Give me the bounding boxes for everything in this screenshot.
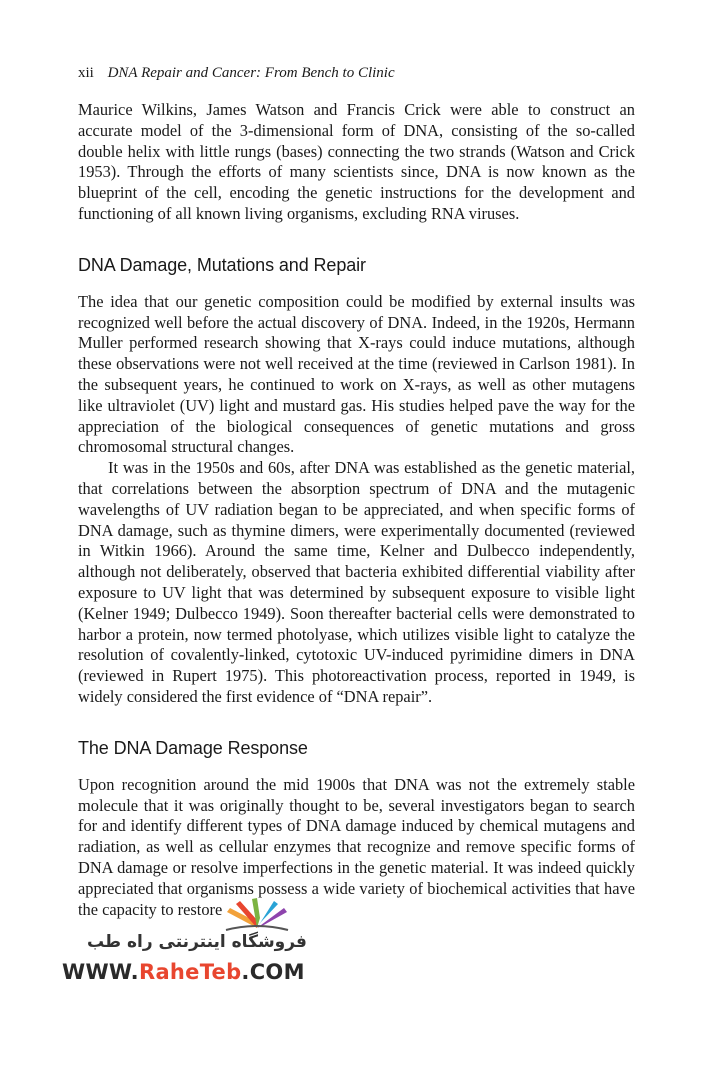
book-logo-icon (222, 898, 292, 932)
watermark-persian-text: فروشگاه اینترنتی راه طب (62, 932, 332, 952)
book-title: DNA Repair and Cancer: From Bench to Clinic (107, 65, 395, 81)
section1-paragraph-2: It was in the 1950s and 60s, after DNA was established as the genetic material, that correlations between the absorption spectrum of DNA and the mutagenic wavelengths of UV radiation began to be appreciated, and when specific forms of DNA damage, such as thymine dimers, were experimentally documented (reviewed in Witkin 1966). Around the same time, Kelner and Dulbecco independently, although not deliberately, observed that bacteria exhibited differential viability after exposure to UV light that was determined by subsequent exposure to visible light (Kelner 1949; Dulbecco 1949). Soon thereafter bacterial cells were demonstrated to harbor a protein, now termed photolyase, which utilizes visible light to catalyze the resolution of covalently-linked, cytotoxic UV-induced pyrimidine dimers in DNA (reviewed in Rupert 1975). This photoreactivation process, reported in 1949, is widely considered the first evidence of “DNA repair”. (78, 458, 635, 706)
book-page (78, 62, 635, 920)
watermark-url-brand: RaheTeb (138, 960, 242, 984)
watermark-url (62, 960, 305, 984)
intro-paragraph: Maurice Wilkins, James Watson and Francis Crick were able to construct an accurate model of the 3-dimensional form of DNA, consisting of the so-called double helix with little rungs (bases) connecting the two strands (Watson and Crick 1953). Through the efforts of many scientists since, DNA is now known as the blueprint of the cell, encoding the genetic instructions for the development and functioning of all known living organisms, excluding RNA viruses. (78, 100, 635, 223)
page-number: xii (78, 65, 94, 81)
watermark-url-prefix: WWW. (62, 960, 139, 984)
section-heading-damage-response: The DNA Damage Response (78, 737, 308, 758)
section-heading-dna-damage: DNA Damage, Mutations and Repair (78, 254, 366, 275)
watermark-url-suffix: .COM (241, 960, 305, 984)
section1-paragraph-1: The idea that our genetic composition could be modified by external insults was recognized well before the actual discovery of DNA. Indeed, in the 1920s, Hermann Muller performed research showing that X-rays could induce mutations, although these observations were not well received at the time (reviewed in Carlson 1981). In the subsequent years, he continued to work on X-rays, as well as other mutagens like ultraviolet (UV) light and mustard gas. His studies helped pave the way for the appreciation of the biological consequences of genetic mutations and gross chromosomal structural changes. (78, 291, 635, 457)
watermark (62, 898, 332, 994)
section2-paragraph-1: Upon recognition around the mid 1900s that DNA was not the extremely stable molecule that it was originally thought to be, several investigators began to search for and identify different types of DNA damage induced by chemical mutagens and radiation, as well as cellular enzymes that recognize and remove specific forms of DNA damage or resolve imperfections in the genetic material. It was indeed quickly appreciated that organisms possess a wide variety of biochemical activities that have the capacity to restore (78, 774, 635, 919)
running-head (78, 62, 635, 84)
